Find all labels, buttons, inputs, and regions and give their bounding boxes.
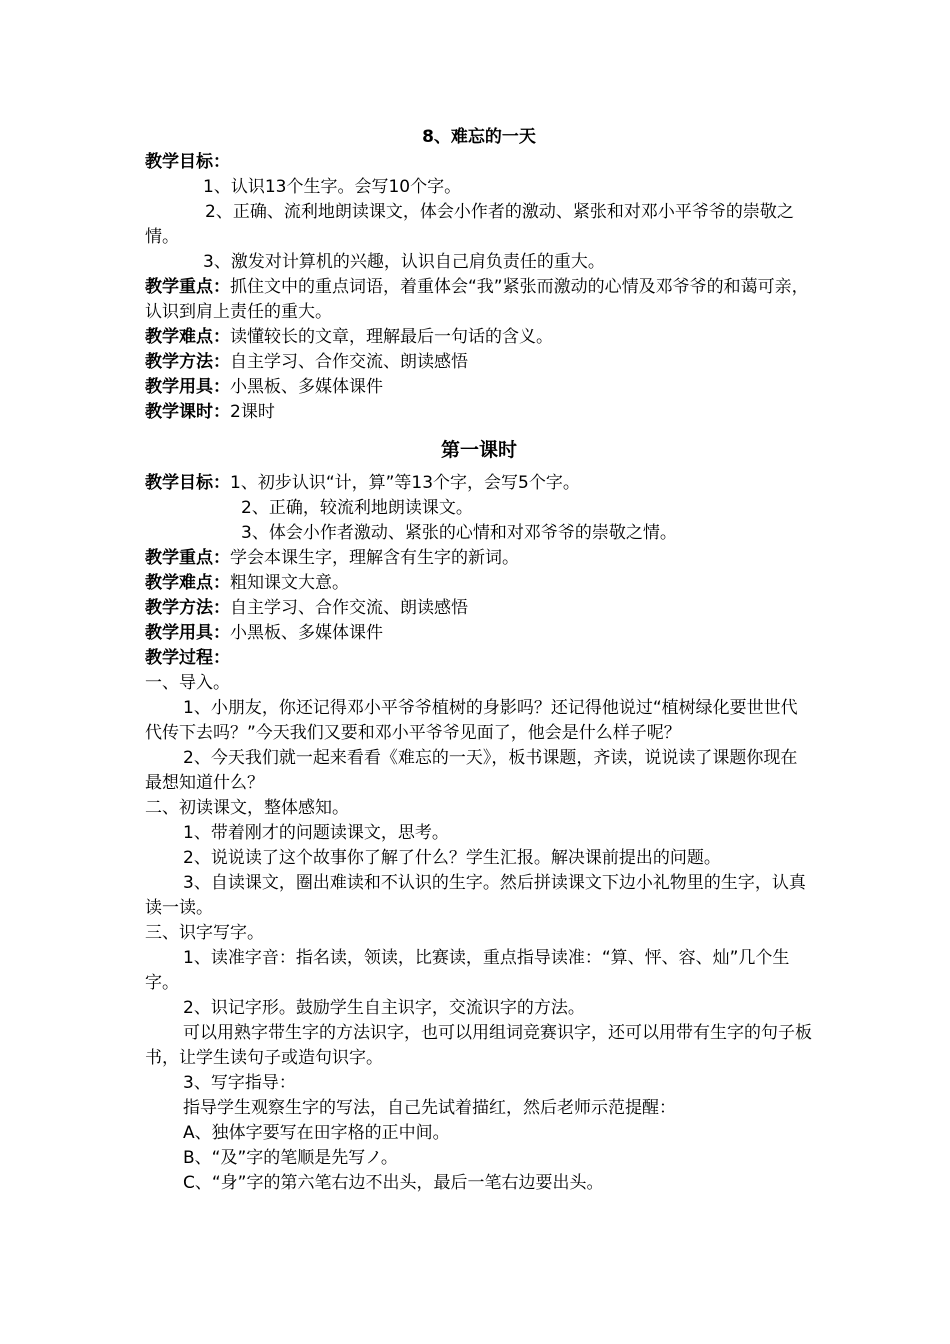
period-tools-text: 小黑板、多媒体课件 [230, 623, 383, 643]
paragraph: 2、今天我们就一起来看看《难忘的一天》，板书课题，齐读，说说读了课题你现在最想知道什么？ [145, 748, 798, 793]
period-goal: 2、正确，较流利地朗读课文。 [241, 498, 473, 518]
goal-item: 1、认识13个生字。会写10个字。 [203, 177, 462, 197]
period-method-label: 教学方法： [145, 598, 230, 618]
lesson-title: 8、难忘的一天 [422, 127, 536, 147]
paragraph: 1、读准字音：指名读，领读，比赛读，重点指导读准：“算、怦、容、灿”几个生字。 [145, 948, 790, 993]
goal-text: 2、正确、流利地朗读课文，体会小作者的激动、紧张和对邓小平爷爷的崇敬之情。 [145, 202, 794, 247]
hours-label: 教学课时： [145, 402, 230, 422]
period-goals-label: 教学目标： [145, 473, 230, 493]
key-text: 抓住文中的重点词语，着重体会“我”紧张而激动的心情及邓爷爷的和蔼可亲，认识到肩上责任的重大。 [145, 277, 809, 322]
period-tools [145, 621, 813, 646]
list-item: C、“身”字的第六笔右边不出头，最后一笔右边要出头。 [183, 1173, 604, 1193]
paragraph: 1、小朋友，你还记得邓小平爷爷植树的身影吗？还记得他说过“植树绿化要世世代代传下去吗？”今天我们又要和邓小平爷爷见面了，他会是什么样子呢？ [145, 698, 798, 743]
period-goal: 3、体会小作者激动、紧张的心情和对邓爷爷的崇敬之情。 [241, 523, 677, 543]
method-label: 教学方法： [145, 352, 230, 372]
goal-item: 3、激发对计算机的兴趣，认识自己肩负责任的重大。 [203, 252, 605, 272]
period-key [145, 546, 813, 571]
tools-label: 教学用具： [145, 377, 230, 397]
period-tools-label: 教学用具： [145, 623, 230, 643]
period-method [145, 596, 813, 621]
section-title: 三、识字写字。 [145, 923, 264, 943]
goal-item [145, 200, 813, 250]
paragraph: 指导学生观察生字的写法，自己先试着描红，然后老师示范提醒： [183, 1098, 676, 1118]
document-page [145, 124, 813, 1196]
section-title: 二、初读课文，整体感知。 [145, 798, 349, 818]
list-item: B、“及”字的笔顺是先写ノ。 [183, 1148, 398, 1168]
tools [145, 375, 813, 400]
goals-label: 教学目标： [145, 152, 230, 172]
list-item: A、独体字要写在田字格的正中间。 [183, 1123, 450, 1143]
tools-text: 小黑板、多媒体课件 [230, 377, 383, 397]
method-text: 自主学习、合作交流、朗读感悟 [230, 352, 468, 372]
key-point [145, 275, 813, 325]
hours-text: 2课时 [230, 402, 275, 422]
section-title: 一、导入。 [145, 673, 230, 693]
difficult-text: 读懂较长的文章，理解最后一句话的含义。 [230, 327, 553, 347]
period-key-label: 教学重点： [145, 548, 230, 568]
period-heading: 第一课时 [440, 439, 517, 461]
key-label: 教学重点： [145, 277, 230, 297]
method [145, 350, 813, 375]
difficult-label: 教学难点： [145, 327, 230, 347]
period-goal [145, 471, 813, 496]
paragraph: 可以用熟字带生字的方法识字，也可以用组词竞赛识字，还可以用带有生字的句子板书，让学生读句子或造句识字。 [145, 1023, 812, 1068]
paragraph: 2、识记字形。鼓励学生自主识字，交流识字的方法。 [183, 998, 585, 1018]
period-key-text: 学会本课生字，理解含有生字的新词。 [230, 548, 519, 568]
paragraph: 1、带着刚才的问题读课文，思考。 [183, 823, 449, 843]
period-difficult-label: 教学难点： [145, 573, 230, 593]
process-label: 教学过程： [145, 648, 230, 668]
difficult-point [145, 325, 813, 350]
period-goal-text: 1、初步认识“计，算”等13个字，会写5个字。 [230, 473, 580, 493]
period-method-text: 自主学习、合作交流、朗读感悟 [230, 598, 468, 618]
period-difficult [145, 571, 813, 596]
period-difficult-text: 粗知课文大意。 [230, 573, 349, 593]
paragraph: 3、自读课文，圈出难读和不认识的生字。然后拼读课文下边小礼物里的生字，认真读一读。 [145, 873, 806, 918]
paragraph: 3、写字指导： [183, 1073, 296, 1093]
paragraph: 2、说说读了这个故事你了解了什么？学生汇报。解决课前提出的问题。 [183, 848, 721, 868]
hours [145, 400, 813, 425]
